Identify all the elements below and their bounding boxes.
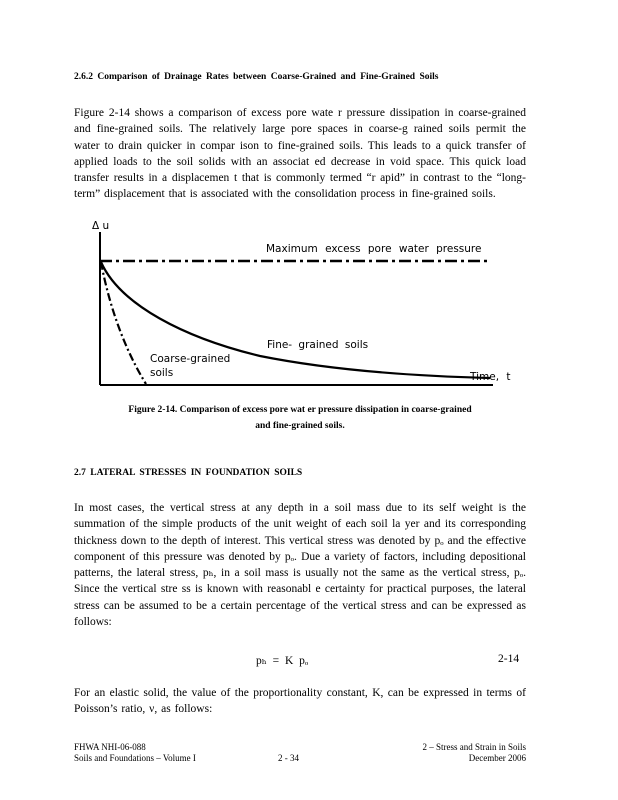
coarse-grained-label-line2: soils bbox=[150, 367, 174, 379]
paragraph-text: Figure 2-14 shows a comparison of excess pore wate r pressure dissipation in coarse-grained and fine-grained soils. The relatively large pore spaces in coarse-g rained soils permit the water to drain quicker in compar ison to fine-grained soils. This leads to a quick transfer of applied loads to the soil solids with an associat ed decrease in void space. This quick load transfer results in a displacemen t that is commonly termed “r apid” in contrast to the “long-term” displacement that is associated with the consolidation process in fine-grained soils. bbox=[74, 107, 526, 201]
equation-2-14: pₕ = K pₒ bbox=[256, 655, 309, 667]
figure-caption-line1: Figure 2-14. Comparison of excess pore wat er pressure dissipation in coarse-grained bbox=[128, 405, 472, 415]
paragraph-text: For an elastic solid, the value of the proportionality constant, K, can be expressed in terms of Poisson’s ratio, ν, as follows: bbox=[74, 687, 526, 716]
figure-caption-line2: and fine-grained soils. bbox=[255, 421, 345, 431]
footer-document-title: Soils and Foundations – Volume I bbox=[74, 753, 196, 763]
paragraph-text: In most cases, the vertical stress at any depth in a soil mass due to its self weight is the summation of the simple products of the unit weight of each soil la yer and its corresponding thickness down to the depth of interest. This vertical stress was denoted by pₒ and the effective component of this pressure was denoted by pₒ. Due a variety of factors, including depositional patterns, the lateral stress, pₕ, in a soil mass is usually not the same as the vertical stress, pₒ. Since the vertical stre ss is known with reasonabl e certainty for practical purposes, the lateral stress can be assumed to be a certain percentage of the vertical stress and can be expressed as follows: bbox=[74, 502, 526, 629]
paragraph-lateral-stresses bbox=[74, 500, 526, 630]
figure-caption bbox=[74, 402, 526, 434]
coarse-grained-curve bbox=[101, 262, 146, 384]
paragraph-poisson bbox=[74, 685, 526, 718]
equation-number: 2-14 bbox=[498, 653, 520, 665]
section-heading-2-7: 2.7 LATERAL STRESSES IN FOUNDATION SOILS bbox=[74, 468, 303, 478]
footer-chapter: 2 – Stress and Strain in Soils bbox=[422, 742, 526, 752]
max-pressure-label: Maximum excess pore water pressure bbox=[266, 243, 482, 255]
section-heading-2-6-2: 2.6.2 Comparison of Drainage Rates between Coarse-Grained and Fine-Grained Soils bbox=[74, 72, 439, 82]
page-number: 2 - 34 bbox=[278, 753, 299, 763]
footer-date: December 2006 bbox=[468, 753, 526, 763]
coarse-grained-label-line1: Coarse-grained bbox=[150, 353, 231, 365]
footer-right bbox=[400, 742, 526, 764]
footer-left bbox=[74, 742, 196, 764]
fine-grained-label: Fine- grained soils bbox=[267, 339, 369, 351]
x-axis-label: Time, t bbox=[470, 371, 511, 383]
y-axis-label: Δ u bbox=[92, 220, 110, 232]
footer-document-id: FHWA NHI-06-088 bbox=[74, 742, 146, 752]
